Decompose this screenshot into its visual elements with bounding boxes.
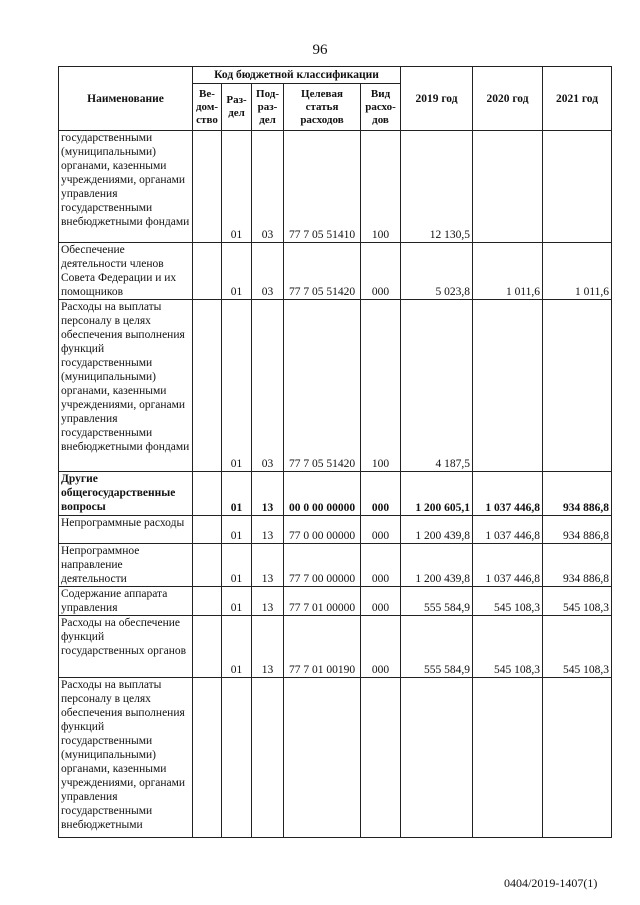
row-2020-cell xyxy=(473,131,543,243)
row-podrazdel-cell: 13 xyxy=(252,472,284,516)
row-name-cell: Другие общегосударственные вопросы xyxy=(59,472,193,516)
row-2020-cell: 545 108,3 xyxy=(473,616,543,678)
row-podrazdel-cell: 13 xyxy=(252,516,284,544)
header-2020: 2020 год xyxy=(473,67,543,131)
row-2019-cell: 555 584,9 xyxy=(401,587,473,616)
table-row xyxy=(59,300,612,472)
row-razdel-cell xyxy=(222,678,252,838)
row-target-cell xyxy=(284,678,361,838)
row-vid-cell: 000 xyxy=(361,243,401,300)
table-row xyxy=(59,616,612,678)
row-vedomstvo-cell xyxy=(193,544,222,587)
header-vid: Вид расхо- дов xyxy=(361,84,401,131)
row-2020-cell: 1 037 446,8 xyxy=(473,544,543,587)
row-2019-cell xyxy=(401,678,473,838)
row-2021-cell: 934 886,8 xyxy=(543,472,612,516)
row-name-cell: Обеспечение деятельности членов Совета Федерации и их помощников xyxy=(59,243,193,300)
row-2021-cell: 545 108,3 xyxy=(543,616,612,678)
row-2021-cell: 934 886,8 xyxy=(543,544,612,587)
row-name-cell: Расходы на обеспечение функций государственных органов xyxy=(59,616,193,678)
row-razdel-cell: 01 xyxy=(222,131,252,243)
row-vedomstvo-cell xyxy=(193,616,222,678)
row-target-cell: 77 7 01 00190 xyxy=(284,616,361,678)
row-podrazdel-cell: 03 xyxy=(252,300,284,472)
row-2020-cell: 1 037 446,8 xyxy=(473,472,543,516)
budget-table xyxy=(58,66,612,838)
row-razdel-cell: 01 xyxy=(222,587,252,616)
row-podrazdel-cell: 13 xyxy=(252,616,284,678)
page-number: 96 xyxy=(312,42,328,58)
table-row xyxy=(59,516,612,544)
row-2020-cell: 1 011,6 xyxy=(473,243,543,300)
row-2020-cell: 1 037 446,8 xyxy=(473,516,543,544)
row-name-cell: Содержание аппарата управления xyxy=(59,587,193,616)
header-2019: 2019 год xyxy=(401,67,473,131)
row-target-cell: 77 7 00 00000 xyxy=(284,544,361,587)
row-razdel-cell: 01 xyxy=(222,544,252,587)
row-2019-cell: 4 187,5 xyxy=(401,300,473,472)
row-2019-cell: 12 130,5 xyxy=(401,131,473,243)
row-vid-cell: 000 xyxy=(361,516,401,544)
row-name-cell: Непрограммное направление деятельности xyxy=(59,544,193,587)
row-vedomstvo-cell xyxy=(193,516,222,544)
row-2019-cell: 5 023,8 xyxy=(401,243,473,300)
row-razdel-cell: 01 xyxy=(222,472,252,516)
row-razdel-cell: 01 xyxy=(222,616,252,678)
row-2020-cell xyxy=(473,300,543,472)
row-vedomstvo-cell xyxy=(193,131,222,243)
row-vid-cell: 100 xyxy=(361,300,401,472)
row-2020-cell xyxy=(473,678,543,838)
row-vid-cell xyxy=(361,678,401,838)
row-target-cell: 77 7 05 51420 xyxy=(284,243,361,300)
row-razdel-cell: 01 xyxy=(222,516,252,544)
row-vid-cell: 000 xyxy=(361,616,401,678)
row-vedomstvo-cell xyxy=(193,678,222,838)
row-vid-cell: 000 xyxy=(361,587,401,616)
row-2020-cell: 545 108,3 xyxy=(473,587,543,616)
row-name-cell: Непрограммные расходы xyxy=(59,516,193,544)
row-2021-cell: 545 108,3 xyxy=(543,587,612,616)
row-2021-cell xyxy=(543,678,612,838)
table-row xyxy=(59,243,612,300)
row-vedomstvo-cell xyxy=(193,587,222,616)
row-podrazdel-cell xyxy=(252,678,284,838)
row-2019-cell: 555 584,9 xyxy=(401,616,473,678)
row-2021-cell: 934 886,8 xyxy=(543,516,612,544)
row-podrazdel-cell: 13 xyxy=(252,587,284,616)
header-name: Наименование xyxy=(59,67,193,131)
row-2021-cell: 1 011,6 xyxy=(543,243,612,300)
row-2019-cell: 1 200 605,1 xyxy=(401,472,473,516)
header-podrazdel: Под- раз- дел xyxy=(252,84,284,131)
table-row xyxy=(59,587,612,616)
row-vedomstvo-cell xyxy=(193,300,222,472)
header-razdel: Раз- дел xyxy=(222,84,252,131)
header-target: Целевая статья расходов xyxy=(284,84,361,131)
row-target-cell: 77 0 00 00000 xyxy=(284,516,361,544)
row-2021-cell xyxy=(543,131,612,243)
row-2019-cell: 1 200 439,8 xyxy=(401,516,473,544)
row-name-cell: государственными (муниципальными) органами, казенными учреждениями, органами управления государственными внебюджетными фондами xyxy=(59,131,193,243)
header-2021: 2021 год xyxy=(543,67,612,131)
table-row xyxy=(59,678,612,838)
table-row xyxy=(59,472,612,516)
row-podrazdel-cell: 03 xyxy=(252,131,284,243)
row-vedomstvo-cell xyxy=(193,472,222,516)
row-podrazdel-cell: 13 xyxy=(252,544,284,587)
row-target-cell: 77 7 05 51410 xyxy=(284,131,361,243)
row-podrazdel-cell: 03 xyxy=(252,243,284,300)
footer-document-code: 0404/2019-1407(1) xyxy=(504,876,598,890)
row-vid-cell: 000 xyxy=(361,544,401,587)
row-name-cell: Расходы на выплаты персоналу в целях обеспечения выполнения функций государственными (муниципальными) органами, казенными учреждениями, органами управления государственными внебюджетными фондами xyxy=(59,300,193,472)
table-row xyxy=(59,131,612,243)
row-vedomstvo-cell xyxy=(193,243,222,300)
row-target-cell: 77 7 05 51420 xyxy=(284,300,361,472)
row-vid-cell: 000 xyxy=(361,472,401,516)
row-2021-cell xyxy=(543,300,612,472)
header-classification-group: Код бюджетной классификации xyxy=(193,67,401,84)
row-target-cell: 00 0 00 00000 xyxy=(284,472,361,516)
table-body xyxy=(59,131,612,838)
row-target-cell: 77 7 01 00000 xyxy=(284,587,361,616)
row-2019-cell: 1 200 439,8 xyxy=(401,544,473,587)
row-name-cell: Расходы на выплаты персоналу в целях обеспечения выполнения функций государственными (муниципальными) органами, казенными учреждениями, органами управления государственными внебюджетными xyxy=(59,678,193,838)
table-row xyxy=(59,544,612,587)
row-razdel-cell: 01 xyxy=(222,243,252,300)
header-vedomstvo: Ве- дом- ство xyxy=(193,84,222,131)
row-vid-cell: 100 xyxy=(361,131,401,243)
row-razdel-cell: 01 xyxy=(222,300,252,472)
